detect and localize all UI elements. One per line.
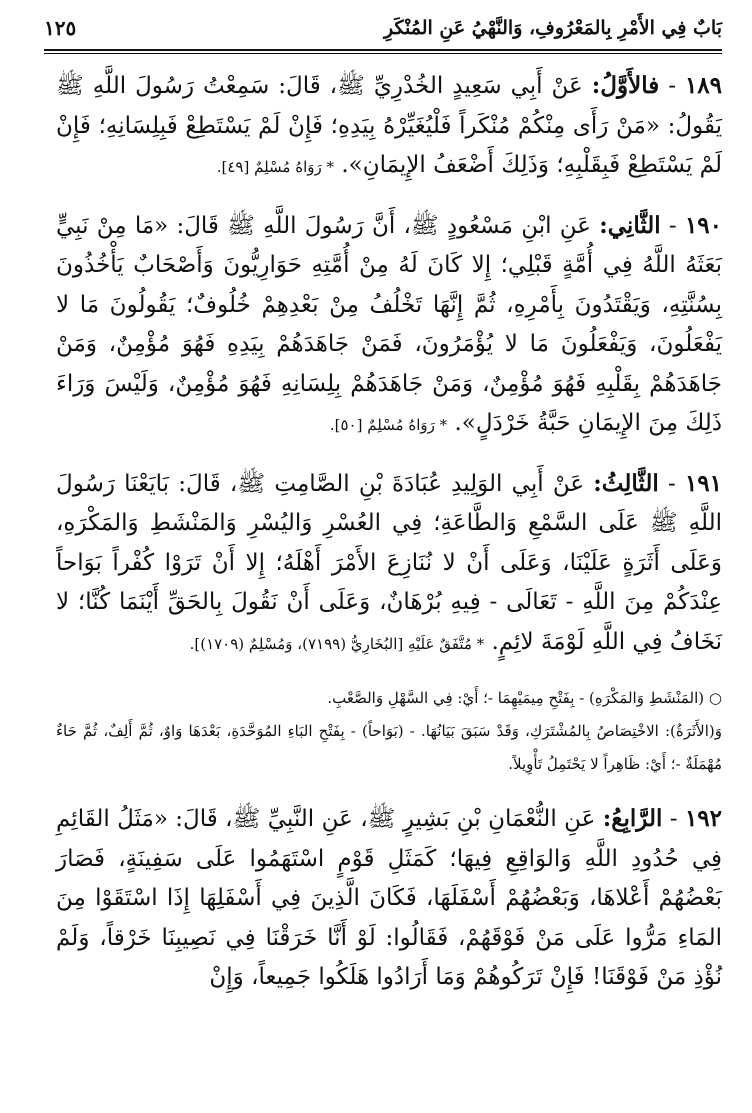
hadith-190: ١٩٠ - الثَّانِي: عَنِ ابْنِ مَسْعُودٍ ﷺ، أَنَّ رَسُولَ اللَّهِ ﷺ قَالَ: «مَا مِنْ نَبِيٍّ بَعَثَهُ اللَّهُ فِي أُمَّةٍ قَبْلِي؛ إِلا كَانَ لَهُ مِنْ أُمَّتِهِ حَوَارِيُّونَ وَأَصْحَابٌ يَأْخُذُونَ بِسُنَّتِهِ، وَيَقْتَدُونَ بِأَمْرِهِ، ثُمَّ إِنَّهَا تَخْلُفُ مِنْ بَعْدِهِمْ خُلُوفٌ؛ يَقُولُونَ مَا لا يَفْعَلُونَ، وَيَفْعَلُونَ مَا لا يُؤْمَرُونَ، فَمَنْ جَاهَدَهُمْ بِيَدِهِ فَهُوَ مُؤْمِنٌ، وَمَنْ جَاهَدَهُمْ بِقَلْبِهِ فَهُوَ مُؤْمِنٌ، وَمَنْ جَاهَدَهُمْ بِلِسَانِهِ فَهُوَ مُؤْمِنٌ، وَلَيْسَ وَرَاءَ ذَلِكَ مِنَ الإِيمَانِ حَبَّةُ خَرْدَلٍ». * رَوَاهُ مُسْلِمٌ [٥٠]. — [56, 211, 722, 436]
note-line: ○ (المَنْشَطِ وَالمَكْرَهِ) - بِفَتْحِ مِيمَيْهِمَا -؛ أَيْ: فِي السَّهْلِ وَالصَّعْبِ. — [327, 689, 722, 707]
hadith-title: الثَّالِثُ: — [593, 469, 659, 497]
hadith-191: ١٩١ - الثَّالِثُ: عَنْ أَبِي الوَلِيدِ عُبَادَةَ بْنِ الصَّامِتِ ﷺ، قَالَ: بَايَعْنَا رَسُولَ اللَّهِ ﷺ عَلَى السَّمْعِ وَالطَّاعَةِ؛ فِي العُسْرِ وَاليُسْرِ وَالمَنْشَطِ وَالمَكْرَهِ، وَعَلَى أَثَرَةٍ عَلَيْنَا، وَعَلَى أَنْ لا نُنَازِعَ الأَمْرَ أَهْلَهُ؛ إِلا أَنْ تَرَوْا كُفْراً بَوَاحاً عِنْدَكُمْ مِنَ اللَّهِ - تَعَالَى - فِيهِ بُرْهَانٌ، وَعَلَى أَنْ نَقُولَ بِالحَقِّ أَيْنَمَا كُنَّا؛ لا نَخَافُ فِي اللَّهِ لَوْمَةَ لائِمٍ. * مُتَّفَقٌ عَلَيْهِ [البُخَارِيُّ (٧١٩٩)، وَمُسْلِمٌ (١٧٠٩)]. — [56, 469, 723, 655]
hadith-title: الرَّابِعُ: — [602, 805, 663, 832]
header-rule-thin — [44, 53, 722, 54]
header-rule — [44, 49, 722, 51]
note-line: وَ(الأَثَرَةُ): الاخْتِصَاصُ بِالمُشْتَرَكِ، وَقَدْ سَبَقَ بَيَانُهَا. - (بَوَاحاً) - بِفَتْحِ البَاءِ المُوَحَّدَةِ، بَعْدَهَا وَاوٌ، ثُمَّ أَلِفٌ، ثُمَّ حَاءٌ مُهْمَلَةٌ -؛ أَيْ: ظَاهِراً لا يَحْتَمِلُ تَأْوِيلاً. — [56, 722, 722, 773]
hadith-title: الثَّانِي: — [599, 211, 661, 239]
hadith-number: ١٩٠ — [684, 211, 722, 239]
hadith-title: فالأَوَّلُ: — [591, 72, 660, 99]
hadith-source: * رَوَاهُ مُسْلِمٌ [٥٠]. — [329, 416, 448, 434]
hadith-source: * مُتَّفَقٌ عَلَيْهِ [البُخَارِيُّ (٧١٩٩)، وَمُسْلِمٌ (١٧٠٩)]. — [189, 634, 485, 653]
hadith-text: عَنْ أَبِي الوَلِيدِ عُبَادَةَ بْنِ الصَّامِتِ ﷺ، قَالَ: بَايَعْنَا رَسُولَ اللَّهِ ﷺ عَلَى السَّمْعِ وَالطَّاعَةِ؛ فِي العُسْرِ وَاليُسْرِ وَالمَنْشَطِ وَالمَكْرَهِ، وَعَلَى أَثَرَةٍ عَلَيْنَا، وَعَلَى أَنْ لا نُنَازِعَ الأَمْرَ أَهْلَهُ؛ إِلا أَنْ تَرَوْا كُفْراً بَوَاحاً عِنْدَكُمْ مِنَ اللَّهِ - تَعَالَى - فِيهِ بُرْهَانٌ، وَعَلَى أَنْ نَقُولَ بِالحَقِّ أَيْنَمَا كُنَّا؛ لا نَخَافُ فِي اللَّهِ لَوْمَةَ لائِمٍ. — [56, 470, 722, 655]
page-header — [44, 8, 722, 48]
hadith-189: ١٨٩ - فالأَوَّلُ: عَنْ أَبِي سَعِيدٍ الخُدْرِيِّ ﷺ، قَالَ: سَمِعْتُ رَسُولَ اللَّهِ ﷺ يَقُولُ: «مَنْ رَأَى مِنْكُمْ مُنْكَراً فَلْيُغَيِّرْهُ بِيَدِهِ؛ فَإِنْ لَمْ يَسْتَطِعْ فَبِلِسَانِهِ؛ فَإِنْ لَمْ يَسْتَطِعْ فَبِقَلْبِهِ؛ وَذَلِكَ أَضْعَفُ الإِيمَانِ». * رَوَاهُ مُسْلِمٌ [٤٩]. — [56, 72, 723, 178]
hadith-number: ١٨٩ — [684, 72, 723, 99]
hadith-text: عَنِ النُّعْمَانِ بْنِ بَشِيرٍ ﷺ، عَنِ النَّبِيِّ ﷺ، قَالَ: «مَثَلُ القَائِمِ فِي حُدُودِ اللَّهِ وَالوَاقِعِ فِيهَا؛ كَمَثَلِ قَوْمٍ اسْتَهَمُوا عَلَى سَفِينَةٍ، فَصَارَ بَعْضُهُمْ أَعْلاهَا، وَبَعْضُهُمْ أَسْفَلَهَا، فَكَانَ الَّذِينَ فِي أَسْفَلِهَا إِذَا اسْتَقَوْا مِنَ المَاءِ مَرُّوا عَلَى مَنْ فَوْقَهُمْ، فَقَالُوا: لَوْ أَنَّا خَرَقْنَا فِي نَصِيبِنَا خَرْقاً، وَلَمْ نُؤْذِ مَنْ فَوْقَنَا! فَإِنْ تَرَكُوهُمْ وَمَا أَرَادُوا هَلَكُوا جَمِيعاً، وَإِنْ — [56, 806, 722, 990]
page-number: ١٢٥ — [44, 16, 77, 40]
hadith-number: ١٩٢ — [684, 805, 722, 832]
hadith-text: عَنِ ابْنِ مَسْعُودٍ ﷺ، أَنَّ رَسُولَ اللَّهِ ﷺ قَالَ: «مَا مِنْ نَبِيٍّ بَعَثَهُ اللَّهُ فِي أُمَّةٍ قَبْلِي؛ إِلا كَانَ لَهُ مِنْ أُمَّتِهِ حَوَارِيُّونَ وَأَصْحَابٌ يَأْخُذُونَ بِسُنَّتِهِ، وَيَقْتَدُونَ بِأَمْرِهِ، ثُمَّ إِنَّهَا تَخْلُفُ مِنْ بَعْدِهِمْ خُلُوفٌ؛ يَقُولُونَ مَا لا يَفْعَلُونَ، وَيَفْعَلُونَ مَا لا يُؤْمَرُونَ، فَمَنْ جَاهَدَهُمْ بِيَدِهِ فَهُوَ مُؤْمِنٌ، وَمَنْ جَاهَدَهُمْ بِقَلْبِهِ فَهُوَ مُؤْمِنٌ، وَمَنْ جَاهَدَهُمْ بِلِسَانِهِ فَهُوَ مُؤْمِنٌ، وَلَيْسَ وَرَاءَ ذَلِكَ مِنَ الإِيمَانِ حَبَّةُ خَرْدَلٍ». — [56, 212, 722, 436]
hadith-192: ١٩٢ - الرَّابِعُ: عَنِ النُّعْمَانِ بْنِ بَشِيرٍ ﷺ، عَنِ النَّبِيِّ ﷺ، قَالَ: «مَثَلُ القَائِمِ فِي حُدُودِ اللَّهِ وَالوَاقِعِ فِيهَا؛ كَمَثَلِ قَوْمٍ اسْتَهَمُوا عَلَى سَفِينَةٍ، فَصَارَ بَعْضُهُمْ أَعْلاهَا، وَبَعْضُهُمْ أَسْفَلَهَا، فَكَانَ الَّذِينَ فِي أَسْفَلِهَا إِذَا اسْتَقَوْا مِنَ المَاءِ مَرُّوا عَلَى مَنْ فَوْقَهُمْ، فَقَالُوا: لَوْ أَنَّا خَرَقْنَا فِي نَصِيبِنَا خَرْقاً، وَلَمْ نُؤْذِ مَنْ فَوْقَنَا! فَإِنْ تَرَكُوهُمْ وَمَا أَرَادُوا هَلَكُوا جَمِيعاً، وَإِنْ — [56, 805, 722, 990]
page-body — [56, 66, 722, 1016]
glossary-notes — [56, 682, 722, 781]
running-title: بَابٌ فِي الأَمْرِ بِالمَعْرُوفِ، وَالنَّهْيُ عَنِ المُنْكَرِ — [384, 17, 722, 39]
hadith-source: * رَوَاهُ مُسْلِمٌ [٤٩]. — [216, 158, 335, 176]
hadith-text: عَنْ أَبِي سَعِيدٍ الخُدْرِيِّ ﷺ، قَالَ: سَمِعْتُ رَسُولَ اللَّهِ ﷺ يَقُولُ: «مَنْ رَأَى مِنْكُمْ مُنْكَراً فَلْيُغَيِّرْهُ بِيَدِهِ؛ فَإِنْ لَمْ يَسْتَطِعْ فَبِلِسَانِهِ؛ فَإِنْ لَمْ يَسْتَطِعْ فَبِقَلْبِهِ؛ وَذَلِكَ أَضْعَفُ الإِيمَانِ». — [56, 73, 722, 178]
hadith-number: ١٩١ — [684, 469, 723, 497]
